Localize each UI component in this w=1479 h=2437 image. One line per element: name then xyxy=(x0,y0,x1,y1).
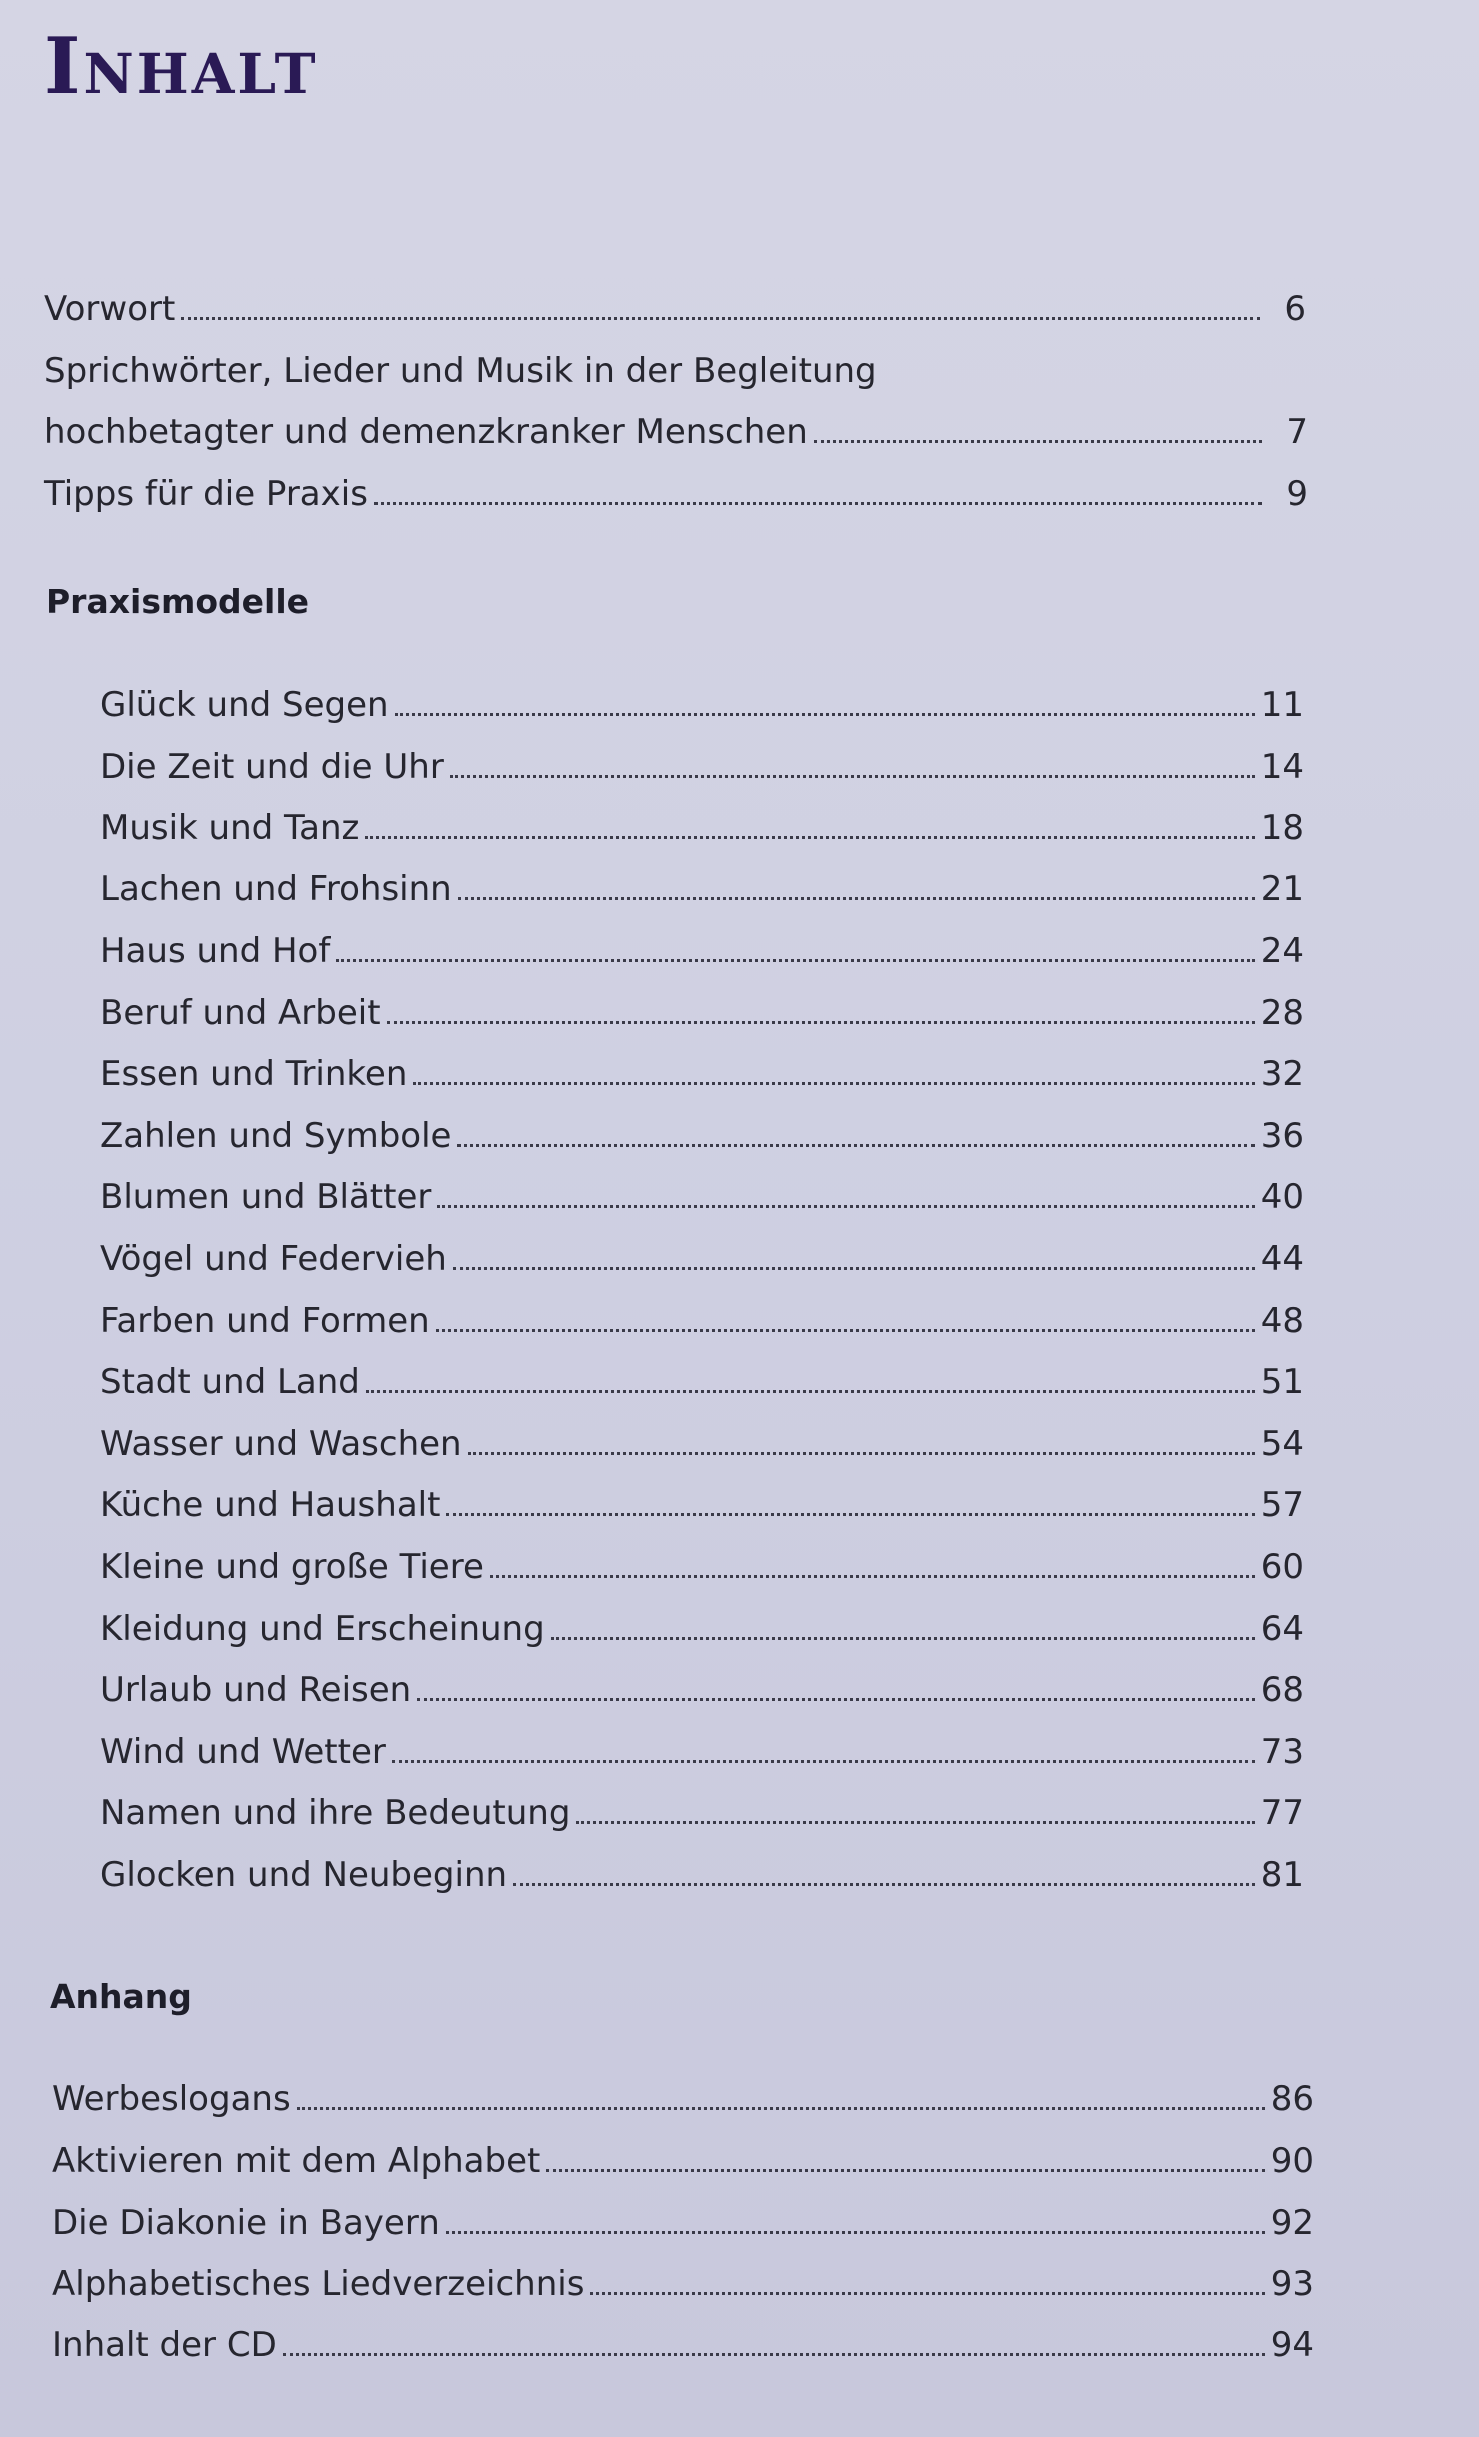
toc-entry-page: 18 xyxy=(1260,808,1304,848)
toc-entry-label: Kleidung und Erscheinung xyxy=(100,1609,545,1649)
toc-entry-label: hochbetagter und demenzkranker Menschen xyxy=(44,412,808,452)
toc-entry xyxy=(100,1425,1304,1464)
dot-leader xyxy=(417,1698,1255,1701)
toc-entry-label: Alphabetisches Liedverzeichnis xyxy=(52,2264,585,2304)
toc-entry xyxy=(100,1548,1304,1587)
toc-entry-page: 86 xyxy=(1270,2079,1314,2119)
toc-entry-page: 21 xyxy=(1260,869,1304,909)
toc-entry-page: 64 xyxy=(1260,1609,1304,1649)
toc-entry-page: 14 xyxy=(1260,747,1304,787)
dot-leader xyxy=(450,775,1255,778)
dot-leader xyxy=(181,317,1260,320)
dot-leader xyxy=(413,1082,1254,1085)
toc-entry-page: 93 xyxy=(1270,2264,1314,2304)
dot-leader xyxy=(457,1144,1254,1147)
toc-entry xyxy=(52,2080,1314,2119)
toc-entry-label: Die Zeit und die Uhr xyxy=(100,747,444,787)
toc-entry xyxy=(100,1055,1304,1094)
toc-entry xyxy=(100,870,1304,909)
toc-entry-page: 68 xyxy=(1260,1670,1304,1710)
toc-entry-label: Haus und Hof xyxy=(100,931,331,971)
toc-entry-label: Vögel und Federvieh xyxy=(100,1239,447,1279)
dot-leader xyxy=(297,2107,1265,2110)
dot-leader xyxy=(336,959,1254,962)
toc-entry xyxy=(100,686,1304,725)
dot-leader xyxy=(590,2292,1264,2295)
toc-entry-label: Tipps für die Praxis xyxy=(44,474,368,514)
toc-entry xyxy=(100,1733,1304,1772)
dot-leader xyxy=(576,1821,1254,1824)
toc-entry-label: Vorwort xyxy=(44,289,176,329)
toc-entry-page: 94 xyxy=(1270,2325,1314,2365)
dot-leader xyxy=(513,1883,1255,1886)
toc-entry-label: Namen und ihre Bedeutung xyxy=(100,1793,571,1833)
toc-entry-label: Urlaub und Reisen xyxy=(100,1670,412,1710)
dot-leader xyxy=(374,502,1262,505)
toc-entry-label: Stadt und Land xyxy=(100,1362,360,1402)
dot-leader xyxy=(490,1575,1255,1578)
toc-entry xyxy=(100,1363,1304,1402)
toc-entry-page: 54 xyxy=(1260,1424,1304,1464)
toc-entry-label: Wasser und Waschen xyxy=(100,1424,462,1464)
section-heading-praxismodelle: Praxismodelle xyxy=(46,582,310,621)
toc-entry-label: Musik und Tanz xyxy=(100,808,360,848)
toc-entry-label: Essen und Trinken xyxy=(100,1054,408,1094)
toc-entry-page: 28 xyxy=(1260,993,1304,1033)
toc-entry-page: 6 xyxy=(1284,289,1306,329)
toc-entry xyxy=(100,1486,1304,1525)
dot-leader xyxy=(814,440,1262,443)
toc-entry-page: 77 xyxy=(1260,1793,1304,1833)
toc-entry-page: 92 xyxy=(1270,2203,1314,2243)
toc-entry-page: 57 xyxy=(1260,1485,1304,1525)
toc-entry-vorwort xyxy=(44,290,1306,329)
toc-entry-label: Beruf und Arbeit xyxy=(100,993,381,1033)
dot-leader xyxy=(458,897,1255,900)
toc-entry xyxy=(100,1178,1304,1217)
toc-entry-sprichwoerter xyxy=(44,413,1308,452)
toc-entry xyxy=(100,1240,1304,1279)
toc-entry xyxy=(100,748,1304,787)
dot-leader xyxy=(546,2169,1264,2172)
dot-leader xyxy=(436,1329,1255,1332)
toc-entry-label: Blumen und Blätter xyxy=(100,1177,432,1217)
toc-entry-label: Glück und Segen xyxy=(100,685,389,725)
section-heading-anhang: Anhang xyxy=(50,1977,192,2016)
toc-entry-label: Aktivieren mit dem Alphabet xyxy=(52,2141,541,2181)
toc-entry-label: Inhalt der CD xyxy=(52,2325,277,2365)
dot-leader xyxy=(468,1452,1255,1455)
dot-leader xyxy=(283,2353,1265,2356)
toc-entry xyxy=(52,2142,1314,2181)
toc-entry xyxy=(100,1856,1304,1895)
toc-entry xyxy=(100,1610,1304,1649)
toc-entry-page: 9 xyxy=(1286,474,1308,514)
toc-entry-page: 11 xyxy=(1260,685,1304,725)
toc-entry-label: Farben und Formen xyxy=(100,1301,430,1341)
toc-entry-page: 81 xyxy=(1260,1855,1304,1895)
dot-leader xyxy=(453,1267,1255,1270)
toc-entry-label-line1: Sprichwörter, Lieder und Musik in der Begleitung xyxy=(44,351,877,391)
dot-leader xyxy=(387,1021,1255,1024)
toc-entry xyxy=(100,994,1304,1033)
dot-leader xyxy=(365,836,1254,839)
toc-entry-page: 24 xyxy=(1260,931,1304,971)
dot-leader xyxy=(392,1760,1255,1763)
toc-entry-label: Zahlen und Symbole xyxy=(100,1116,452,1156)
dot-leader xyxy=(437,1205,1254,1208)
toc-entry xyxy=(100,1302,1304,1341)
toc-entry-page: 36 xyxy=(1260,1116,1304,1156)
toc-entry-page: 32 xyxy=(1260,1054,1304,1094)
dot-leader xyxy=(395,713,1255,716)
toc-entry xyxy=(100,809,1304,848)
toc-entry-label: Werbeslogans xyxy=(52,2079,291,2119)
dot-leader xyxy=(446,2231,1265,2234)
toc-entry-page: 44 xyxy=(1260,1239,1304,1279)
toc-entry-tipps xyxy=(44,475,1308,514)
toc-entry-page: 48 xyxy=(1260,1301,1304,1341)
toc-entry-label: Kleine und große Tiere xyxy=(100,1547,484,1587)
toc-entry-label: Glocken und Neubeginn xyxy=(100,1855,508,1895)
toc-entry xyxy=(52,2265,1314,2304)
toc-entry-page: 40 xyxy=(1260,1177,1304,1217)
toc-entry xyxy=(100,1117,1304,1156)
toc-entry xyxy=(100,1794,1304,1833)
toc-entry-label: Küche und Haushalt xyxy=(100,1485,441,1525)
dot-leader xyxy=(446,1513,1254,1516)
toc-entry-page: 73 xyxy=(1260,1732,1304,1772)
toc-entry-label: Wind und Wetter xyxy=(100,1732,386,1772)
toc-entry xyxy=(52,2204,1314,2243)
dot-leader xyxy=(551,1637,1255,1640)
toc-entry-label: Die Diakonie in Bayern xyxy=(52,2203,440,2243)
toc-entry-page: 60 xyxy=(1260,1547,1304,1587)
toc-entry-page: 51 xyxy=(1260,1362,1304,1402)
toc-entry xyxy=(100,932,1304,971)
page-title: Inhalt xyxy=(44,21,319,112)
toc-entry-page: 90 xyxy=(1270,2141,1314,2181)
toc-entry xyxy=(52,2326,1314,2365)
toc-entry-page: 7 xyxy=(1286,412,1308,452)
toc-entry-label: Lachen und Frohsinn xyxy=(100,869,452,909)
dot-leader xyxy=(366,1390,1255,1393)
toc-entry xyxy=(100,1671,1304,1710)
